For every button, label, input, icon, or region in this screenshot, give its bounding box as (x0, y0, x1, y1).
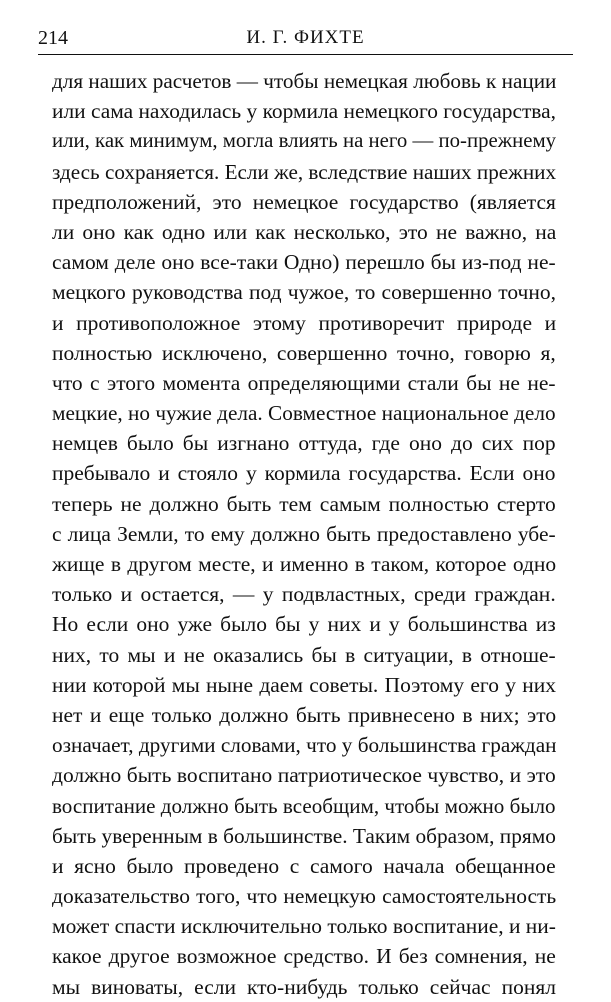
text-line: теперь не должно быть тем самым полностью стерто (52, 491, 556, 516)
text-line: воспитание должно быть всеобщим, чтобы можно было (52, 793, 556, 818)
text-line: полностью исключено, совершенно точно, говорю я, (52, 340, 556, 365)
text-line: мецкие, но чужие дела. Совместное национальное дело (52, 401, 556, 426)
text-line: них, то мы и не оказались бы в ситуации, в отноше- (52, 642, 556, 667)
text-line: означает, другими словами, что у большинства граждан (52, 733, 557, 758)
text-line: или, как минимум, могла влиять на него — по-прежнему (52, 129, 557, 153)
text-line: для наших расчетов — чтобы немецкая любовь к нации (52, 69, 557, 93)
page-header (38, 22, 573, 55)
text-line: Но если оно уже было бы у них и у большинства из (52, 612, 556, 637)
text-line: может спасти исключительно только воспитание, и ни- (52, 914, 556, 939)
text-line: доказательство того, что немецкую самостоятельность (52, 884, 557, 909)
text-line: должно быть воспитано патриотическое чувство, и это (52, 763, 556, 788)
text-line: жище в другом месте, и именно в таком, которое одно (52, 552, 557, 576)
text-line: и противоположное этому противоречит природе и (52, 310, 557, 335)
text-line: нет и еще только должно быть привнесено в них; это (52, 702, 557, 727)
text-line: нии которой мы ныне даем советы. Поэтому его у них (52, 672, 557, 697)
text-line: какое другое возможное средство. И без сомнения, не (52, 944, 556, 969)
body-text (52, 66, 556, 1002)
text-line: самом деле оно все-таки Одно) перешло бы из-под не- (52, 250, 556, 275)
text-line: что с этого момента определяющими стали бы не не- (52, 370, 556, 395)
text-line: немцев было бы изгнано оттуда, где оно до сих пор (52, 431, 556, 456)
text-line: ли оно как одно или как несколько, это не важно, на (52, 219, 557, 244)
text-line: только и остается, — у подвластных, среди граждан. (52, 582, 556, 607)
text-line: пребывало и стояло у кормила государства. Если оно (52, 461, 556, 486)
text-line: и ясно было проведено с самого начала обещанное (52, 853, 556, 878)
text-line: мы виноваты, если кто-нибудь только сейчас понял (52, 974, 556, 999)
page-number: 214 (38, 27, 68, 49)
running-head: И. Г. ФИХТЕ (246, 27, 365, 48)
text-line: здесь сохраняется. Если же, вследствие наших прежних (52, 159, 557, 184)
text-line: предположений, это немецкое государство (является (52, 189, 556, 214)
text-line: или сама находилась у кормила немецкого государства, (52, 99, 556, 124)
text-line: быть уверенным в большинстве. Таким образом, прямо (52, 823, 556, 848)
text-line: с лица Земли, то ему должно быть предоставлено убе- (52, 521, 556, 546)
text-line: мецкого руководства под чужое, то совершенно точно, (52, 280, 556, 305)
